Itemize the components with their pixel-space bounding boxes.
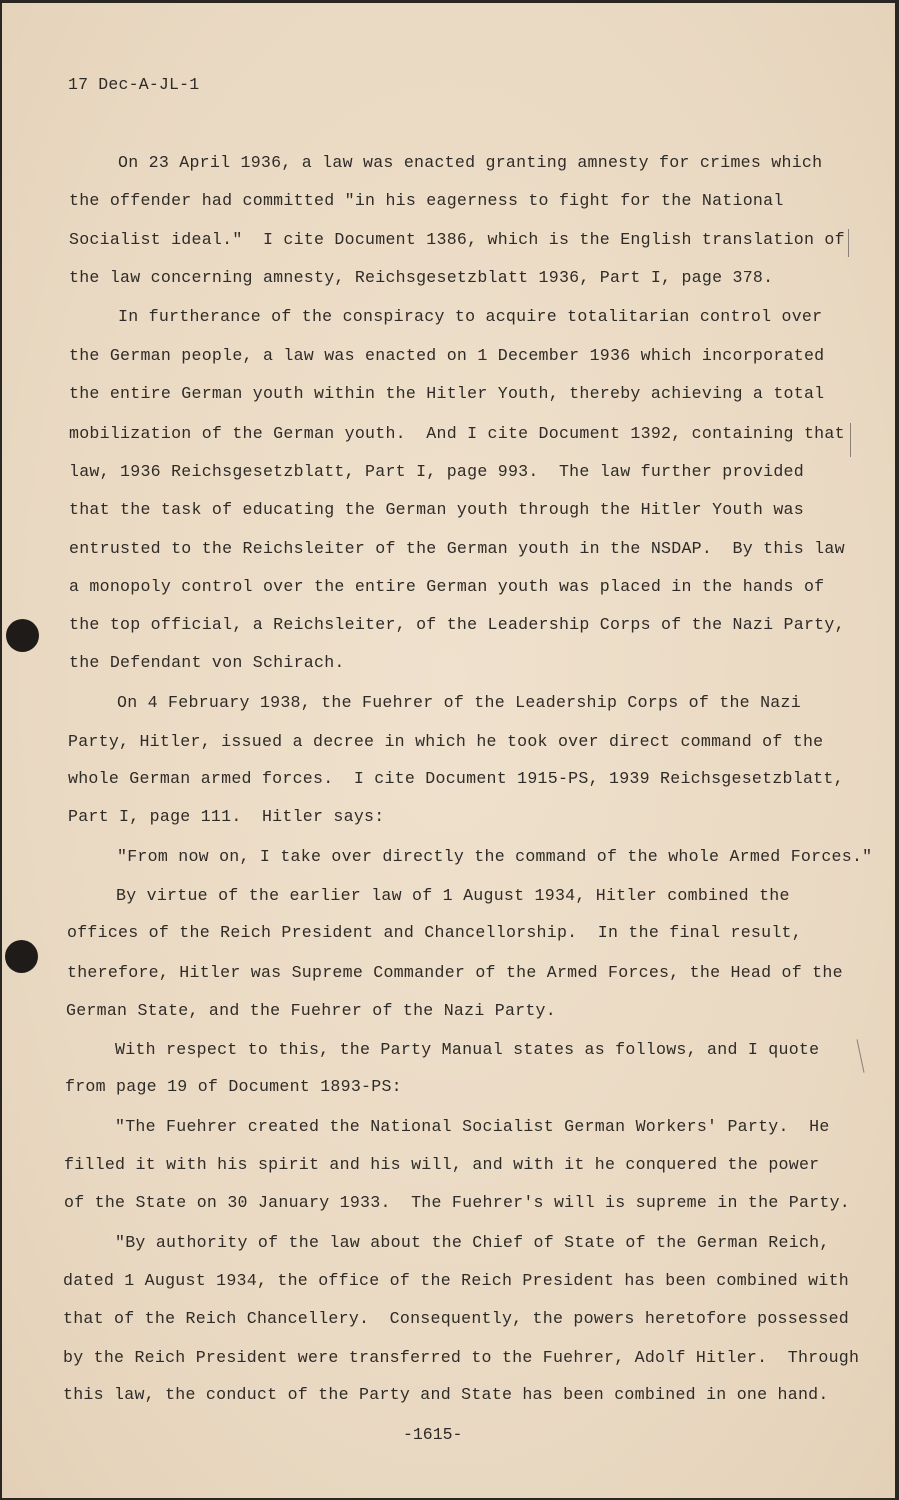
quote-line: "From now on, I take over directly the command of the whole Armed Forces." <box>117 847 873 866</box>
quote-line: that of the Reich Chancellery. Consequently, the powers heretofore possessed <box>63 1309 850 1328</box>
page-number: -1615- <box>403 1425 463 1444</box>
binder-hole <box>6 619 39 652</box>
text-line: entrusted to the Reichsleiter of the German youth in the NSDAP. By this law <box>69 539 845 558</box>
quote-line: dated 1 August 1934, the office of the Reich President has been combined with <box>63 1271 850 1290</box>
text-line: mobilization of the German youth. And I cite Document 1392, containing that <box>69 424 845 443</box>
text-line: a monopoly control over the entire German youth was placed in the hands of <box>69 577 825 596</box>
text-line: Party, Hitler, issued a decree in which he took over direct command of the <box>68 732 824 751</box>
quote-line: of the State on 30 January 1933. The Fuehrer's will is supreme in the Party. <box>64 1193 851 1212</box>
document-header: 17 Dec-A-JL-1 <box>68 75 200 94</box>
text-line: the German people, a law was enacted on 1 December 1936 which incorporated <box>69 346 825 365</box>
quote-line: "The Fuehrer created the National Socialist German Workers' Party. He <box>115 1117 830 1136</box>
quote-line: "By authority of the law about the Chief of State of the German Reich, <box>115 1233 830 1252</box>
text-line: therefore, Hitler was Supreme Commander of the Armed Forces, the Head of the <box>67 963 843 982</box>
margin-mark <box>850 423 851 457</box>
text-line: the offender had committed "in his eagerness to fight for the National <box>69 191 784 210</box>
text-line: that the task of educating the German youth through the Hitler Youth was <box>69 500 804 519</box>
text-line: the law concerning amnesty, Reichsgesetzblatt 1936, Part I, page 378. <box>69 268 774 287</box>
text-line: the Defendant von Schirach. <box>69 653 345 672</box>
text-line: On 23 April 1936, a law was enacted granting amnesty for crimes which <box>118 153 823 172</box>
margin-mark <box>856 1039 864 1072</box>
quote-line: this law, the conduct of the Party and State has been combined in one hand. <box>63 1385 829 1404</box>
text-line: On 4 February 1938, the Fuehrer of the Leadership Corps of the Nazi <box>117 693 801 712</box>
text-line: By virtue of the earlier law of 1 August 1934, Hitler combined the <box>116 886 790 905</box>
text-line: offices of the Reich President and Chancellorship. In the final result, <box>67 923 802 942</box>
text-line: law, 1936 Reichsgesetzblatt, Part I, page 993. The law further provided <box>69 462 804 481</box>
text-line: the top official, a Reichsleiter, of the Leadership Corps of the Nazi Party, <box>69 615 845 634</box>
binder-hole <box>5 940 38 973</box>
text-line: from page 19 of Document 1893-PS: <box>65 1077 402 1096</box>
text-line: German State, and the Fuehrer of the Nazi Party. <box>66 1001 556 1020</box>
text-line: In furtherance of the conspiracy to acquire totalitarian control over <box>118 307 823 326</box>
quote-line: filled it with his spirit and his will, and with it he conquered the power <box>64 1155 820 1174</box>
quote-line: by the Reich President were transferred to the Fuehrer, Adolf Hitler. Through <box>63 1348 860 1367</box>
document-page <box>2 3 895 1498</box>
text-line: Socialist ideal." I cite Document 1386, which is the English translation of <box>69 230 845 249</box>
text-line: whole German armed forces. I cite Document 1915-PS, 1939 Reichsgesetzblatt, <box>68 769 844 788</box>
margin-mark <box>848 229 849 257</box>
text-line: the entire German youth within the Hitler Youth, thereby achieving a total <box>69 384 825 403</box>
text-line: With respect to this, the Party Manual states as follows, and I quote <box>115 1040 820 1059</box>
text-line: Part I, page 111. Hitler says: <box>68 807 385 826</box>
